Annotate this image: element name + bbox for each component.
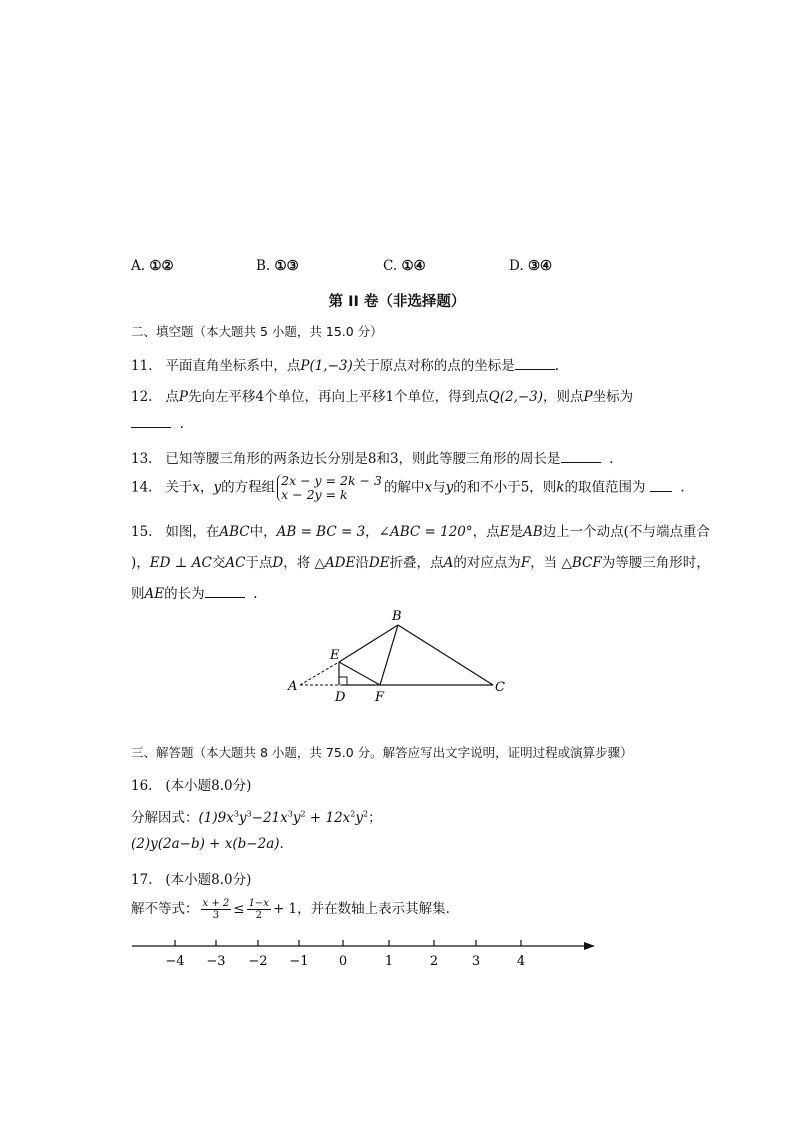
label-b: B: [392, 609, 402, 624]
label-c: C: [495, 680, 505, 695]
part-title: 第 II 卷（非选择题）: [328, 294, 466, 310]
answer-blank[interactable]: [515, 357, 555, 370]
section2-header: 二、填空题（本大题共 5 小题，共 15.0 分）: [131, 324, 383, 339]
segment-ef: [339, 662, 380, 685]
number-line-tick-label: 1: [384, 954, 394, 969]
question-17-header: 17. (本小题8.0分): [131, 872, 252, 888]
question-14: 14. 关于x，y的方程组 2x − y = 2k − 3 x − 2y = k 的解中x与y的和不小于5，则k的取值范围为 .: [131, 473, 685, 502]
question-12-blank-line: .: [131, 415, 184, 432]
number-line-tick-label: 3: [471, 954, 481, 969]
number-line-tick-label: 4: [516, 954, 526, 969]
label-e: E: [330, 648, 340, 663]
question-17-body: 解不等式： $\frac{x + 2}{3}$ ≤ $\frac{1-x}{2}$ + 1，并在数轴上表示其解集.: [131, 898, 450, 921]
option-a: A. ①②: [131, 258, 174, 274]
number-line-tick-label: 2: [429, 954, 439, 969]
question-13: 13. 已知等腰三角形的两条边长分别是8和3，则此等腰三角形的周长是 .: [131, 451, 614, 467]
option-d: D. ③④: [509, 258, 553, 274]
section3-header: 三、解答题（本大题共 8 小题，共 75.0 分。解答应写出文字说明，证明过程或演算步骤）: [131, 745, 633, 760]
answer-blank[interactable]: [650, 479, 672, 492]
question-16-part1: 分解因式：$(1)9x^3y^3-21x^3y^2 + 12x^2y^2$；: [131, 809, 382, 826]
segment-bc: [398, 625, 493, 685]
right-angle-mark: [339, 677, 347, 685]
label-f: F: [375, 690, 385, 704]
segment-ae-dashed: [300, 662, 339, 685]
option-b: B. ①③: [256, 258, 299, 274]
answer-blank[interactable]: [561, 450, 601, 463]
triangle-figure: [280, 604, 520, 704]
option-c: C. ①④: [383, 258, 426, 274]
question-15-line2: )，ED ⊥ AC交AC于点D，将 △ADE沿DE折叠，点A的对应点为F，当 △BCF为等腰三角形时，: [131, 555, 710, 571]
question-15-line3: 则AE的长为 .: [131, 586, 258, 602]
number-line: [125, 935, 600, 971]
arrow-right-icon: [584, 942, 595, 950]
question-16-part2: (2)y(2a−b) + x(b−2a).: [131, 836, 284, 852]
number-line-tick-label: −2: [248, 954, 268, 969]
answer-blank[interactable]: [205, 585, 245, 598]
number-line-tick-label: −3: [206, 954, 226, 969]
number-line-tick-label: −4: [165, 954, 185, 969]
fraction: $\frac{1-x}{2}$: [248, 898, 269, 921]
number-line-tick-label: 0: [338, 954, 348, 969]
label-d: D: [335, 690, 346, 704]
label-a: A: [288, 679, 298, 694]
question-12: 12. 点P先向左平移4个单位，再向上平移1个单位，得到点Q(2,−3)，则点P坐标为: [131, 389, 634, 405]
question-15: 15. 如图，在ABC中，AB = BC = 3，∠ABC = 120°，点E是AB边上一个动点(不与端点重合: [131, 524, 710, 540]
answer-blank[interactable]: [131, 415, 171, 428]
question-16-header: 16. (本小题8.0分): [131, 778, 252, 794]
equation-system: 2x − y = 2k − 3 x − 2y = k: [277, 474, 382, 502]
number-line-tick-label: −1: [289, 954, 309, 969]
fraction: $\frac{x + 2}{3}$: [202, 898, 230, 921]
question-11: 11. 平面直角坐标系中，点P(1,−3)关于原点对称的点的坐标是 .: [131, 358, 560, 374]
